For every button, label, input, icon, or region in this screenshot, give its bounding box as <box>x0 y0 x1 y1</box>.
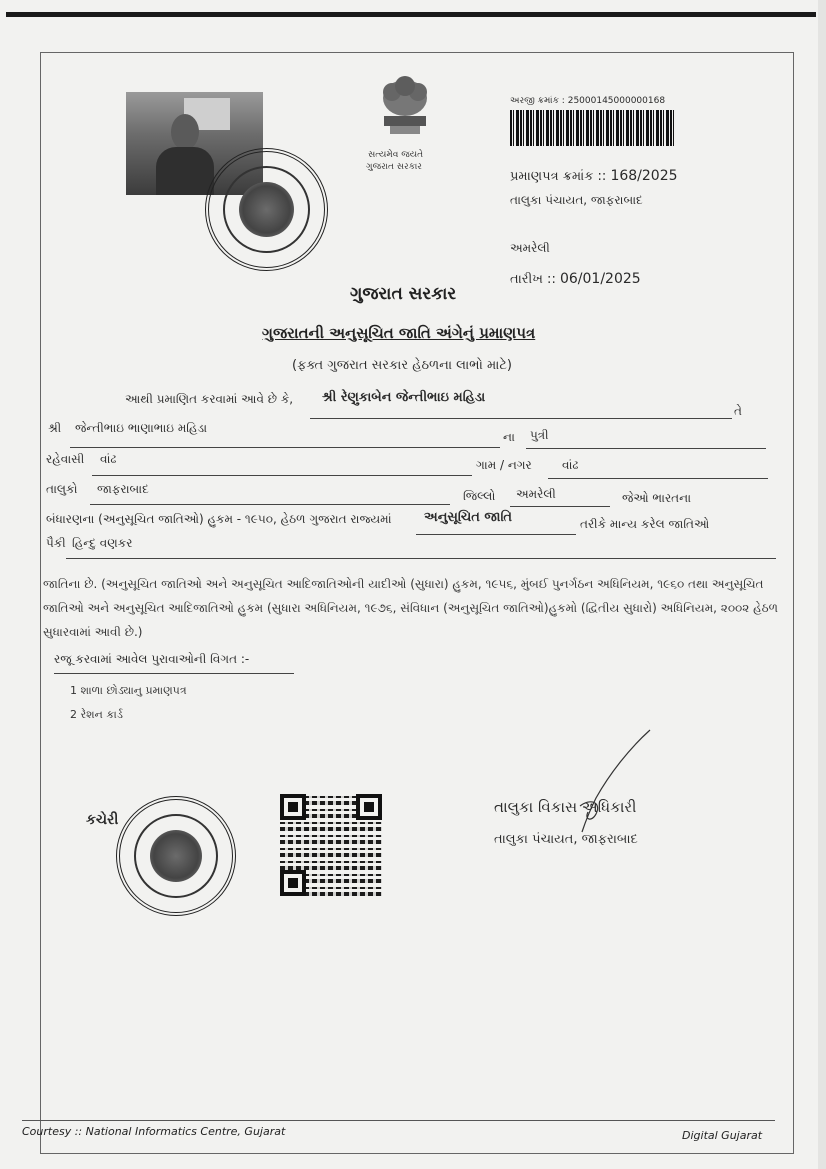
village-underline <box>548 478 768 479</box>
na-text: ના <box>503 430 515 444</box>
relation-value: પુત્રી <box>530 428 549 442</box>
date-row <box>510 271 641 287</box>
evidence-item: 1 શાળા છોડ્યાનુ પ્રમાણપત્ર <box>70 684 187 697</box>
father-name-underline <box>70 447 500 448</box>
village-label: ગામ / નગર <box>476 458 532 472</box>
emblem-government: ગુજરાત સરકાર <box>366 162 422 172</box>
footer-brand: Digital Gujarat <box>682 1129 763 1142</box>
photo-body <box>156 147 214 195</box>
date-label: તારીખ :: <box>510 272 556 287</box>
signatory-designation: તાલુકા વિકાસ અધિકારી <box>494 798 637 816</box>
application-number: 25000145000000168 <box>567 96 666 106</box>
qr-code <box>280 794 382 896</box>
barcode <box>510 110 675 146</box>
official-seal-top <box>205 148 328 271</box>
emblem-motto: સત્યમેવ જયતે <box>368 150 424 160</box>
seal-emblem <box>239 182 294 237</box>
intro-text: આથી પ્રમાણિત કરવામાં આવે છે કે, <box>125 392 294 406</box>
caste-underline <box>66 558 776 559</box>
resident-value: વાંઢ <box>100 452 117 466</box>
taluka-label: તાલુકો <box>46 482 78 496</box>
relation-underline <box>526 448 766 449</box>
seal-emblem <box>150 830 202 882</box>
caste-value: હિન્દુ વણકર <box>72 536 133 550</box>
top-border-bar <box>6 12 816 17</box>
category-underline <box>416 534 576 535</box>
footer-courtesy: Courtesy :: National Informatics Centre, Gujarat <box>22 1125 286 1138</box>
district-label: જિલ્લો <box>463 489 496 503</box>
evidence-heading: રજૂ કરવામાં આવેલ પુરાવાઓની વિગત :- <box>54 652 250 666</box>
evidence-heading-underline <box>54 673 294 674</box>
certificate-number-row <box>510 168 678 184</box>
taluka-underline <box>90 504 450 505</box>
legal-paragraph: જાતિના છે. (અનુસૂચિત જાતિઓ અને અનુસૂચિત આદિજાતિઓની યાદીઓ (સુધારા) હુકમ, ૧૯૫૬, મુંબઈ પુનર્ગઠન અધિનિયમ, ૧૯૬૦ તથા અનુસૂચિત જાતિઓ અને અનુસૂચિત આદિજાતિઓ હુકમ (સુધારા અધિનિયમ, ૧૯૭૬, સંવિધાન (અનુસૂચિત જાતિઓ)હુકમો (દ્વિતીય સુધારો) અધિનિયમ, ૨૦૦૨ હેઠળ સુધારવામાં આવી છે.) <box>43 577 779 639</box>
qr-finder <box>280 870 306 896</box>
constitution-text: બંધારણના (અનુસૂચિત જાતિઓ) હુકમ - ૧૯૫૦, હેઠળ ગુજરાત રાજ્યમાં <box>46 512 392 526</box>
evidence-item: 2 રેશન કાર્ડ <box>70 708 123 721</box>
certificate-number: 168/2025 <box>610 168 678 184</box>
te-text: તે <box>734 404 742 418</box>
certificate-number-label: પ્રમાણપત્ર ક્રમાંક :: <box>510 169 607 184</box>
village-value: વાંઢ <box>562 458 579 472</box>
taluka-value: જાફરાબાદ <box>97 482 149 496</box>
shri-label: શ્રી <box>48 421 62 435</box>
qr-finder <box>280 794 306 820</box>
national-emblem-icon <box>370 70 440 148</box>
government-heading: ગુજરાત સરકાર <box>350 284 457 304</box>
je-bharat-text: જેઓ ભારતના <box>622 491 692 505</box>
page-edge <box>818 0 826 1169</box>
applicant-name: શ્રી રેણુકાબેન જેન્તીભાઇ મહિડા <box>322 390 486 405</box>
father-name: જેન્તીભાઇ ભાણાભાઇ મહિડા <box>75 421 208 435</box>
office-label: કચેરી <box>86 812 119 828</box>
issuing-district: અમરેલી <box>510 241 550 255</box>
signature-icon <box>560 728 660 838</box>
issue-date: 06/01/2025 <box>559 271 641 287</box>
photo-face <box>171 114 199 150</box>
district-value: અમરેલી <box>516 487 556 501</box>
resident-label: રહેવાસી <box>46 452 85 466</box>
district-underline <box>510 506 610 507</box>
recognized-text: તરીકે માન્ય કરેલ જાતિઓ <box>580 517 710 531</box>
application-number-label: અરજી ક્રમાંક : <box>510 96 565 106</box>
resident-underline <box>92 475 472 476</box>
official-seal-bottom <box>116 796 236 916</box>
certificate-subtitle: (ફક્ત ગુજરાત સરકાર હેઠળના લાભો માટે) <box>292 358 512 373</box>
paiki-label: પૈકી <box>46 536 66 550</box>
certificate-title: ગુજરાતની અનુસૂચિત જાતિ અંગેનું પ્રમાણપત્ર <box>262 324 536 342</box>
application-number-row <box>510 96 665 106</box>
qr-finder <box>356 794 382 820</box>
category-value: અનુસૂચિત જાતિ <box>424 510 513 525</box>
issuing-office: તાલુકા પંચાયત, જાફરાબાદ <box>510 193 643 207</box>
applicant-name-underline <box>310 418 732 419</box>
signatory-office: તાલુકા પંચાયત, જાફરાબાદ <box>494 832 638 847</box>
